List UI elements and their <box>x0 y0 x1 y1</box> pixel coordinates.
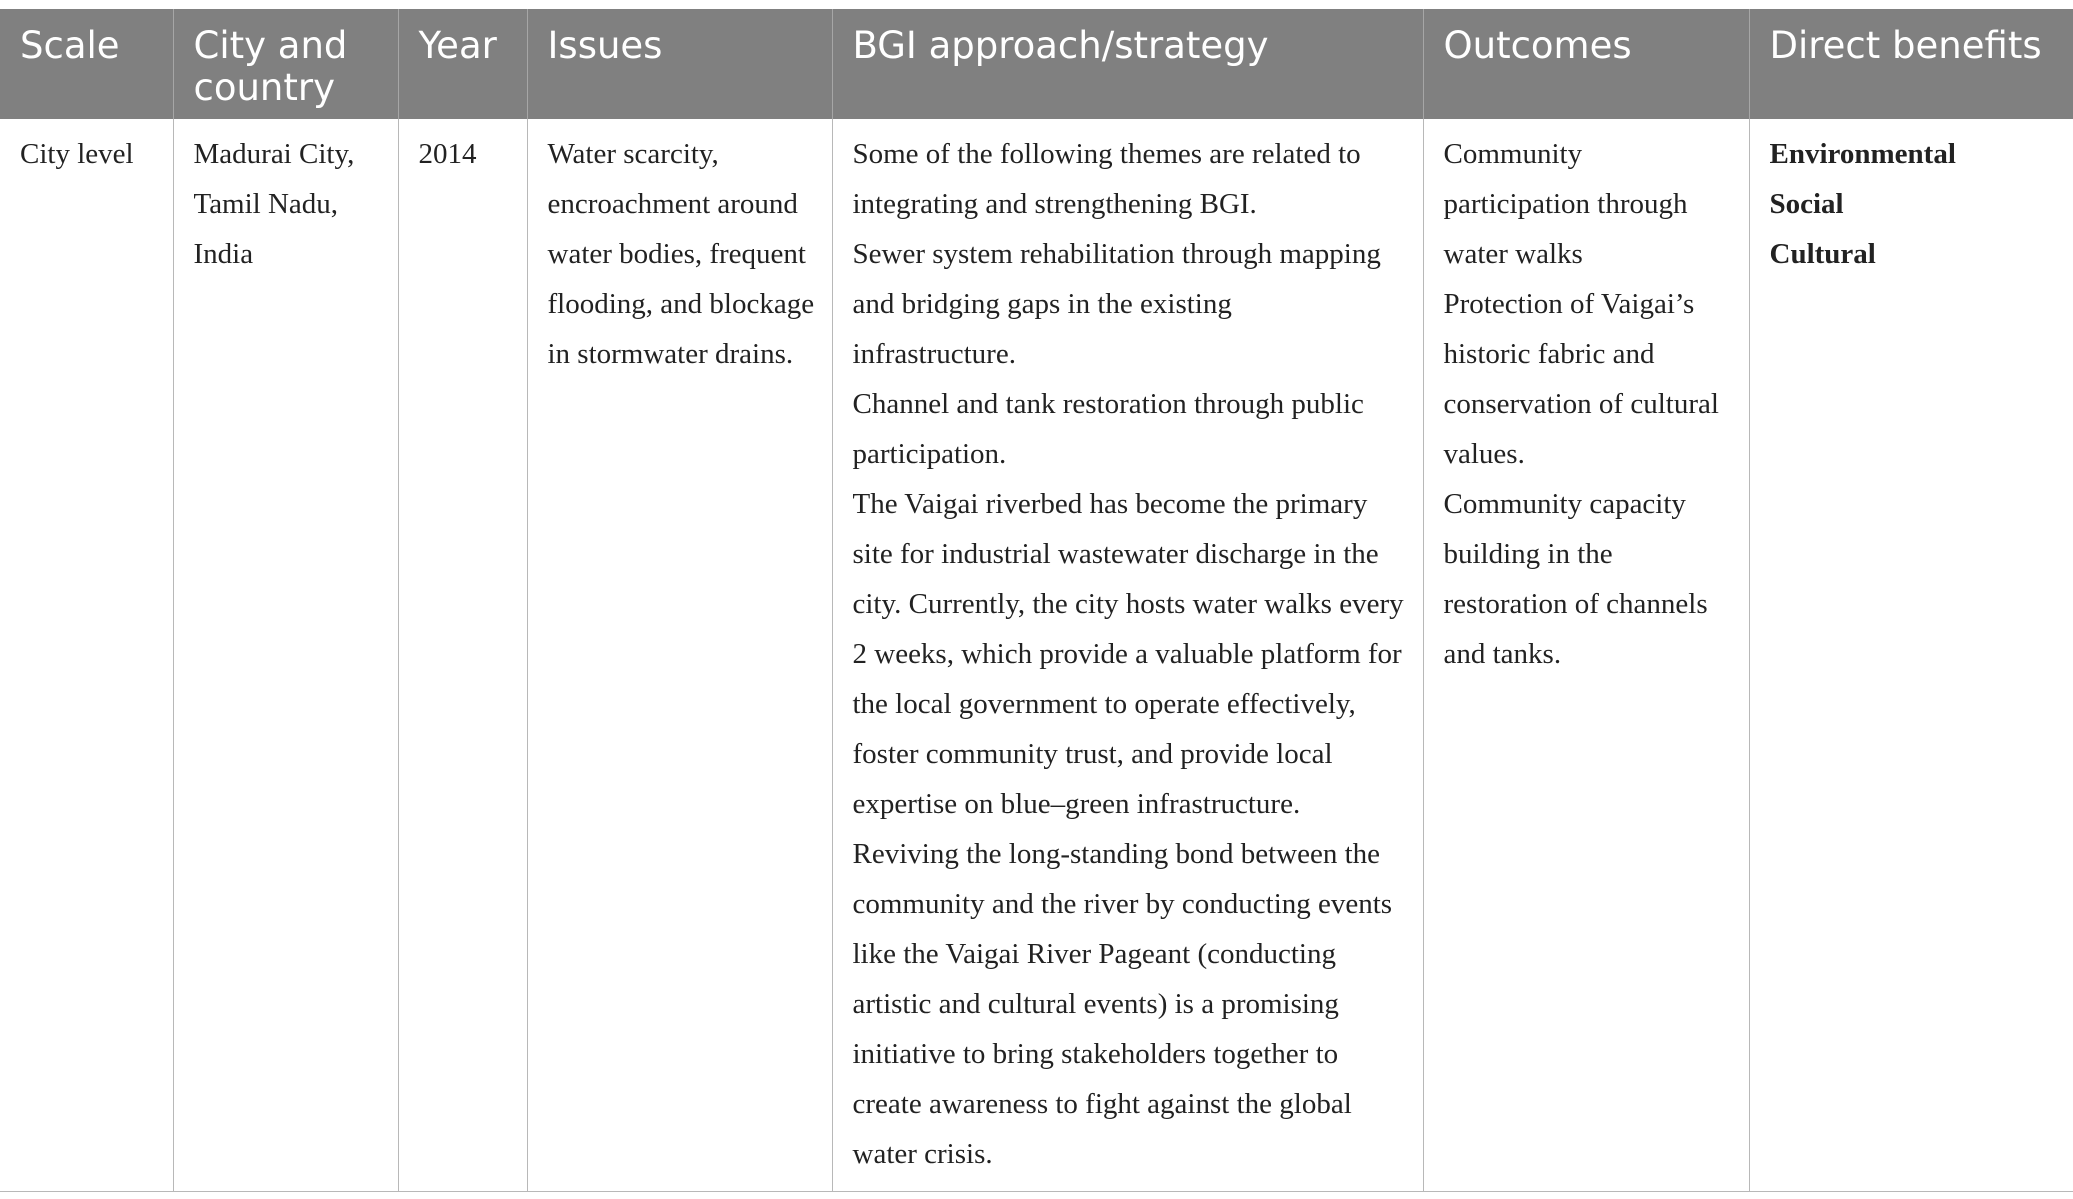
outcomes-line: Community capacity <box>1443 488 1686 520</box>
outcomes-line: and tanks. <box>1443 638 1562 670</box>
header-issues: Issues <box>527 9 832 119</box>
cell-year <box>398 119 527 1191</box>
strategy-line: Channel and tank restoration through public <box>852 388 1364 420</box>
strategy-line: Reviving the long-standing bond between the <box>852 838 1381 870</box>
strategy-line: infrastructure. <box>852 338 1016 370</box>
cell-bgi-strategy <box>832 119 1423 1191</box>
strategy-line: like the Vaigai River Pageant (conducting <box>852 938 1336 970</box>
outcomes-line: Community <box>1443 138 1583 170</box>
outcomes-line: restoration of channels <box>1443 588 1708 620</box>
header-scale: Scale <box>0 9 173 119</box>
strategy-line: community and the river by conducting events <box>852 888 1393 920</box>
cell-issues <box>527 119 832 1191</box>
header-direct-benefits: Direct benefits <box>1749 9 2073 119</box>
table-row <box>0 119 2073 1191</box>
header-bgi-strategy: BGI approach/strategy <box>832 9 1423 119</box>
cell-outcomes <box>1423 119 1749 1191</box>
strategy-line: foster community trust, and provide local <box>852 738 1333 770</box>
strategy-line: city. Currently, the city hosts water walks every <box>852 588 1404 620</box>
city-line: Madurai City, <box>193 138 355 170</box>
strategy-line: initiative to bring stakeholders together to <box>852 1038 1339 1070</box>
benefit-social: Social <box>1769 188 1844 220</box>
header-row <box>0 9 2073 119</box>
table-body <box>0 119 2073 1191</box>
header-year: Year <box>398 9 527 119</box>
strategy-line: expertise on blue–green infrastructure. <box>852 788 1301 820</box>
strategy-line: integrating and strengthening BGI. <box>852 188 1257 220</box>
issues-line: flooding, and blockage <box>547 288 815 320</box>
strategy-line: The Vaigai riverbed has become the primary <box>852 488 1368 520</box>
cell-scale <box>0 119 173 1191</box>
header-city-country: City and country <box>173 9 398 119</box>
strategy-line: the local government to operate effectively, <box>852 688 1356 720</box>
cell-city-country <box>173 119 398 1191</box>
outcomes-line: participation through <box>1443 188 1688 220</box>
strategy-line: water crisis. <box>852 1138 993 1170</box>
data-table-container <box>0 9 2073 1192</box>
outcomes-line: values. <box>1443 438 1525 470</box>
strategy-line: Sewer system rehabilitation through mapping <box>852 238 1381 270</box>
strategy-line: and bridging gaps in the existing <box>852 288 1232 320</box>
outcomes-line: Protection of Vaigai’s <box>1443 288 1695 320</box>
city-line: India <box>193 238 254 270</box>
benefit-cultural: Cultural <box>1769 238 1876 270</box>
strategy-line: site for industrial wastewater discharge in the <box>852 538 1379 570</box>
cell-direct-benefits <box>1749 119 2073 1191</box>
table-header <box>0 9 2073 119</box>
outcomes-line: building in the <box>1443 538 1613 570</box>
issues-line: water bodies, frequent <box>547 238 806 270</box>
header-outcomes: Outcomes <box>1423 9 1749 119</box>
year-text: 2014 <box>418 138 477 170</box>
issues-line: in stormwater drains. <box>547 338 794 370</box>
strategy-line: Some of the following themes are related to <box>852 138 1361 170</box>
benefit-environmental: Environmental <box>1769 138 1956 170</box>
scale-text: City level <box>20 138 134 170</box>
city-line: Tamil Nadu, <box>193 188 339 220</box>
outcomes-line: conservation of cultural <box>1443 388 1719 420</box>
outcomes-line: historic fabric and <box>1443 338 1655 370</box>
issues-line: encroachment around <box>547 188 798 220</box>
strategy-line: artistic and cultural events) is a promising <box>852 988 1339 1020</box>
bgi-table <box>0 9 2073 1192</box>
strategy-line: participation. <box>852 438 1007 470</box>
issues-line: Water scarcity, <box>547 138 719 170</box>
strategy-line: 2 weeks, which provide a valuable platform for <box>852 638 1402 670</box>
outcomes-line: water walks <box>1443 238 1583 270</box>
strategy-line: create awareness to fight against the global <box>852 1088 1352 1120</box>
